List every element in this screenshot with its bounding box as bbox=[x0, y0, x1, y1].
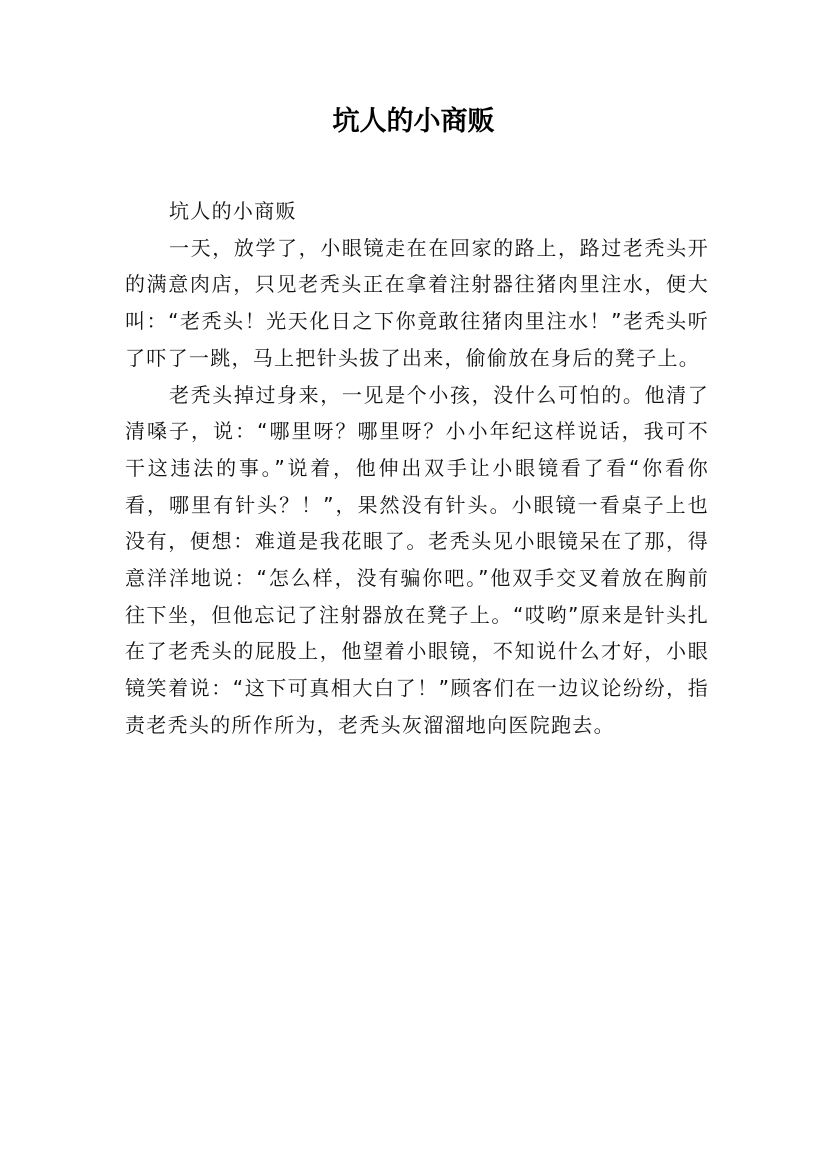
paragraph-2: 老秃头掉过身来，一见是个小孩，没什么可怕的。他清了清嗓子，说：“哪里呀？哪里呀？小小年纪这样说话，我可不干这违法的事。”说着，他伸出双手让小眼镜看了看“你看你看，哪里有针头？！”，果然没有针头。小眼镜一看桌子上也没有，便想：难道是我花眼了。老秃头见小眼镜呆在了那，得意洋洋地说：“怎么样，没有骗你吧。”他双手交叉着放在胸前往下坐，但他忘记了注射器放在凳子上。“哎哟”原来是针头扎在了老秃头的屁股上，他望着小眼镜，不知说什么才好，小眼镜笑着说：“这下可真相大白了！”顾客们在一边议论纷纷，指责老秃头的所作所为，老秃头灰溜溜地向医院跑去。 bbox=[125, 382, 709, 737]
paragraph-1: 一天，放学了，小眼镜走在在回家的路上，路过老秃头开的满意肉店，只见老秃头正在拿着注射器往猪肉里注水，便大叫：“老秃头！光天化日之下你竟敢往猪肉里注水！”老秃头听了吓了一跳，马上把针头拔了出来，偷偷放在身后的凳子上。 bbox=[125, 235, 709, 370]
paragraph-subtitle: 坑人的小商贩 bbox=[169, 199, 297, 223]
document-body bbox=[125, 193, 709, 744]
document-title: 坑人的小商贩 bbox=[332, 106, 495, 137]
